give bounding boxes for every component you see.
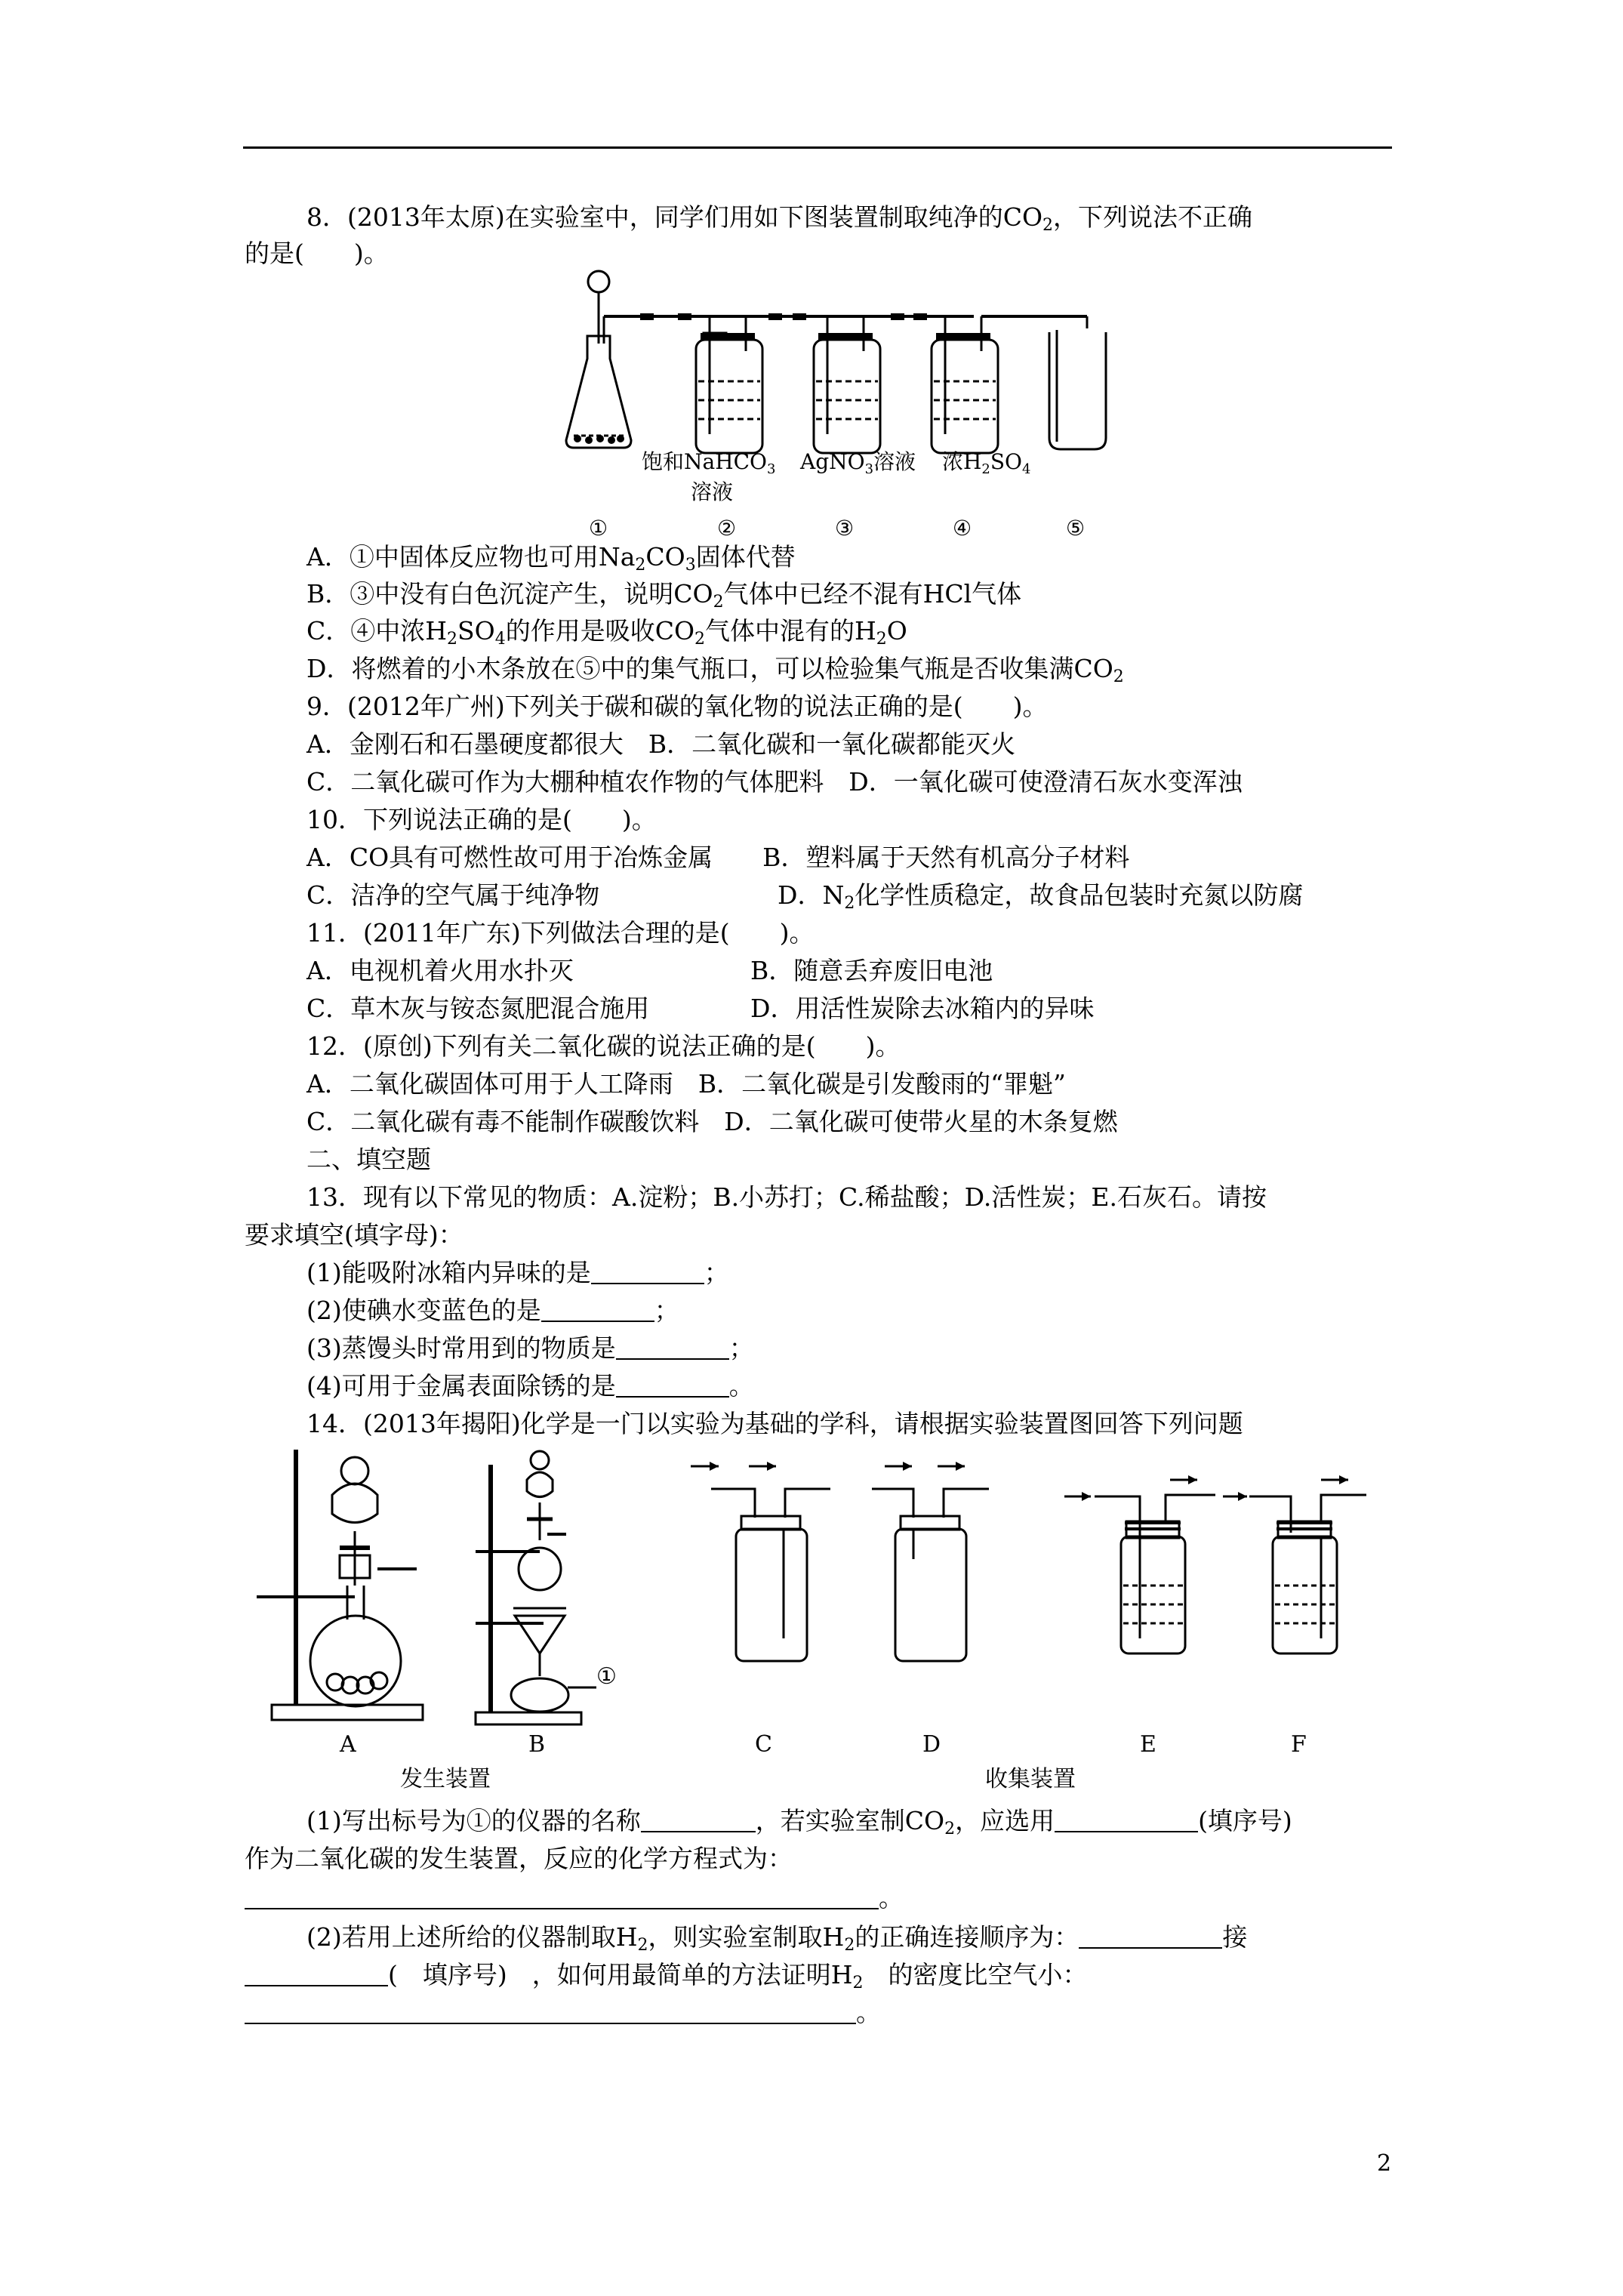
fig8-label-agno3: AgNO$_3$溶液 (800, 449, 916, 477)
gas-bottle-d (895, 1529, 966, 1661)
fig8-num-4: ④ (953, 516, 972, 541)
q12-stem: 12．(原创)下列有关二氧化碳的说法正确的是( )。 (306, 1031, 901, 1061)
q14-part1-line1: (1)写出标号为①的仪器的名称 ，若实验室制$CO_2$，应选用 (填序号) (306, 1806, 1292, 1838)
section-heading-fill-in: 二、填空题 (306, 1145, 431, 1174)
fig14-label-b: B (528, 1731, 546, 1758)
gas-bottle-c (736, 1529, 807, 1661)
q8-stem-line1: 8．(2013年太原)在实验室中，同学们用如下图装置制取纯净的$CO_2$，下列说法不正确 (306, 202, 1253, 235)
answer-blank[interactable] (591, 1260, 704, 1284)
answer-blank[interactable] (616, 1336, 729, 1360)
answer-blank[interactable] (245, 1885, 879, 1909)
q10-options-line1: A．CO具有可燃性故可用于冶炼金属 B．塑料属于天然有机高分子材料 (306, 843, 1130, 872)
q13-part2: (2)使碘水变蓝色的是 ； (306, 1296, 679, 1325)
q11-option-b: B．随意丢弃废旧电池 (750, 956, 993, 985)
header-rule (243, 146, 1392, 149)
q9-options-line1: A．金刚石和石墨硬度都很大 B．二氧化碳和一氧化碳都能灭火 (306, 729, 1016, 759)
stand-base-b (476, 1712, 581, 1724)
q8-option-b: B．③中没有白色沉淀产生，说明$CO_2$气体中已经不混有HCl气体 (306, 579, 1022, 612)
q14-part2-line1: (2)若用上述所给的仪器制取$H_2$，则实验室制取$H_2$的正确连接顺序为： 接 (306, 1922, 1248, 1955)
separatory-funnel-a (341, 1457, 368, 1484)
q12-options-line2: C．二氧化碳有毒不能制作碳酸饮料 D．二氧化碳可使带火星的木条复燃 (306, 1107, 1118, 1136)
q14-part2-line2: ( 填序号) ，如何用最简单的方法证明$H_2$ 的密度比空气小： (245, 1960, 1088, 1990)
fig14-label-e: E (1140, 1731, 1156, 1758)
alcohol-lamp-b (511, 1678, 568, 1712)
fig8-num-3: ③ (835, 516, 855, 541)
wash-bottle-f (1273, 1536, 1337, 1653)
fig8-label-nahco3: 饱和NaHCO$_3$ (642, 449, 776, 477)
fig14-label-f: F (1291, 1731, 1307, 1758)
wash-bottle-3 (814, 340, 880, 453)
separatory-funnel-b (531, 1451, 549, 1469)
answer-blank[interactable] (541, 1298, 654, 1322)
q14-part1-line3: 。 (245, 1883, 904, 1913)
q13-stem-line1: 13．现有以下常见的物质：A.淀粉；B.小苏打；C.稀盐酸；D.活性炭；E.石灰石。请按 (306, 1182, 1267, 1212)
q11-stem: 11．(2011年广东)下列做法合理的是( )。 (306, 918, 815, 948)
q13-part4: (4)可用于金属表面除锈的是 。 (306, 1371, 754, 1401)
fig8-num-5: ⑤ (1066, 516, 1086, 541)
answer-blank[interactable] (1055, 1808, 1198, 1832)
q10-option-d: D．$N_2$化学性质稳定，故食品包装时充氮以防腐 (778, 880, 1304, 913)
small-flask-b (519, 1548, 561, 1590)
conical-flask (566, 336, 631, 448)
q14-stem: 14．(2013年揭阳)化学是一门以实验为基础的学科，请根据实验装置图回答下列问题 (306, 1409, 1243, 1438)
fig14-circle-1: ① (596, 1663, 617, 1690)
answer-blank[interactable] (641, 1808, 756, 1832)
fig8-label-h2so4: 浓$H_2SO_4$ (942, 449, 1031, 477)
fig8-label-nahco3-solution: 溶液 (691, 479, 734, 504)
stand-base-a (272, 1705, 423, 1720)
q13-stem-line2: 要求填空(填字母)： (245, 1220, 463, 1250)
page-number: 2 (1377, 2150, 1392, 2177)
q14-apparatus-figure (242, 1435, 1404, 1797)
q9-stem: 9．(2012年广州)下列关于碳和碳的氧化物的说法正确的是( )。 (306, 692, 1048, 721)
q12-options-line1: A．二氧化碳固体可用于人工降雨 B．二氧化碳是引发酸雨的“罪魁” (306, 1069, 1066, 1099)
q13-part1: (1)能吸附冰箱内异味的是 ； (306, 1258, 729, 1287)
q13-part3: (3)蒸馒头时常用到的物质是 ； (306, 1333, 754, 1363)
fig14-label-d: D (922, 1731, 941, 1758)
q8-stem-line2: 的是( )。 (245, 239, 389, 268)
q8-apparatus-figure (528, 260, 1147, 547)
fig8-num-2: ② (717, 516, 737, 541)
q11-option-c: C．草木灰与铵态氮肥混合施用 (306, 994, 650, 1023)
q10-stem: 10．下列说法正确的是( )。 (306, 805, 657, 834)
q8-option-a: A．①中固体反应物也可用$Na_2CO_3$固体代替 (306, 542, 796, 575)
q14-part2-line3: 。 (245, 1998, 881, 2028)
q11-option-d: D．用活性炭除去冰箱内的异味 (750, 994, 1095, 1023)
answer-blank[interactable] (616, 1373, 729, 1398)
wash-bottle-e (1121, 1536, 1185, 1653)
wash-bottle-2 (696, 340, 762, 453)
separatory-funnel-bulb (588, 271, 609, 292)
fig14-caption-collection: 收集装置 (985, 1766, 1076, 1792)
answer-blank[interactable] (1079, 1925, 1222, 1949)
q10-option-c: C．洁净的空气属于纯净物 (306, 880, 600, 910)
q14-part1-line2: 作为二氧化碳的发生装置，反应的化学方程式为： (245, 1844, 793, 1873)
q8-option-d: D．将燃着的小木条放在⑤中的集气瓶口，可以检验集气瓶是否收集满$CO_2$ (306, 654, 1124, 686)
fig14-caption-generation: 发生装置 (400, 1766, 491, 1792)
fig14-label-a: A (340, 1731, 356, 1758)
q9-options-line2: C．二氧化碳可作为大棚种植农作物的气体肥料 D．一氧化碳可使澄清石灰水变浑浊 (306, 767, 1243, 797)
fig14-label-c: C (755, 1731, 772, 1758)
answer-blank[interactable] (245, 1962, 388, 1986)
q8-option-c: C．④中浓$H_2SO_4$的作用是吸收$CO_2$气体中混有的$H_2O$ (306, 616, 907, 649)
answer-blank[interactable] (245, 2000, 856, 2024)
wash-bottle-4 (932, 340, 998, 453)
fig8-num-1: ① (589, 516, 608, 541)
q11-option-a: A．电视机着火用水扑灭 (306, 956, 574, 985)
